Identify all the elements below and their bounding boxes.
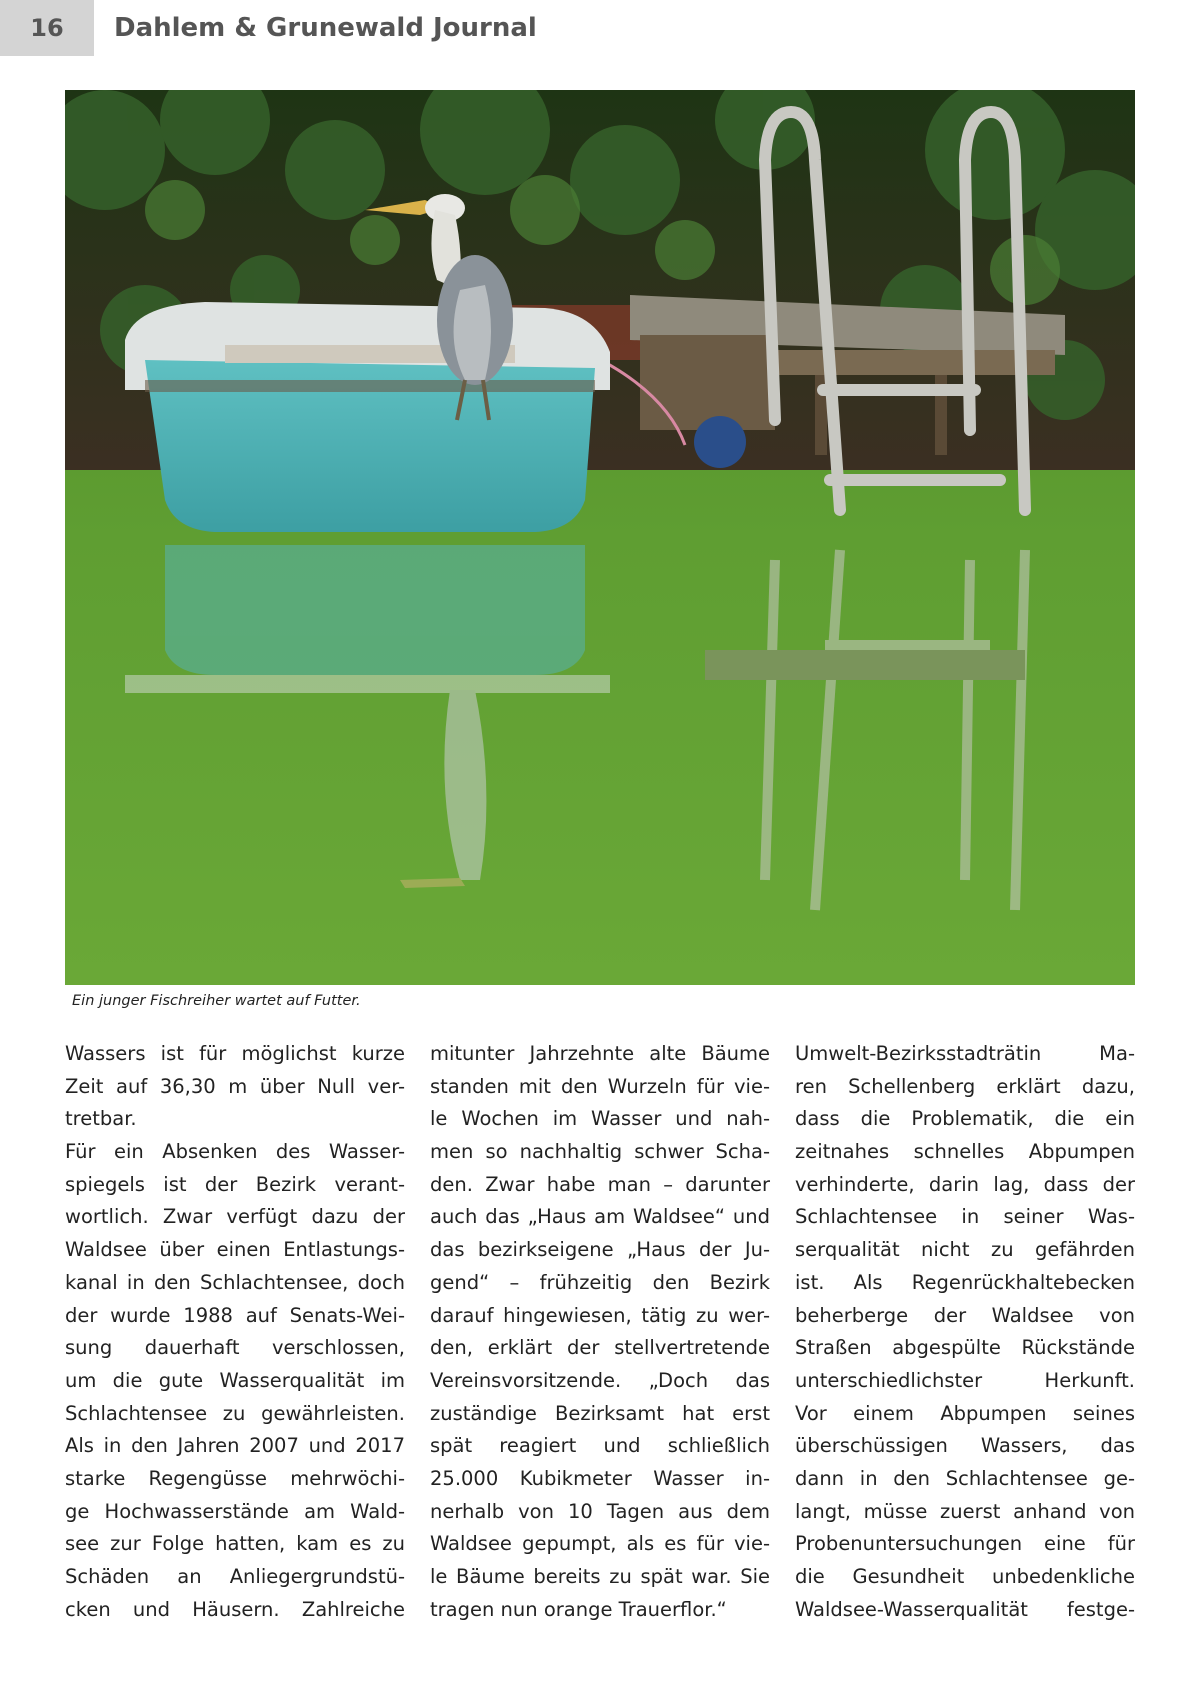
heron-boat-photo xyxy=(65,90,1135,985)
article-line: das bezirkseigene „Haus der Ju- xyxy=(430,1238,770,1262)
buoy xyxy=(694,416,746,468)
article-line: Waldsee-Wasserqualität festge- xyxy=(795,1597,1135,1621)
article-line: unterschiedlichster Herkunft. xyxy=(795,1368,1135,1392)
article-line: see zur Folge hatten, kam es zu xyxy=(65,1532,405,1556)
article-line: Für ein Absenken des Wasser- xyxy=(65,1140,405,1164)
article-line: den. Zwar habe man – darunter xyxy=(430,1172,770,1196)
article-line: den, erklärt der stellvertretende xyxy=(430,1336,770,1360)
article-line: Vor einem Abpumpen seines xyxy=(795,1401,1135,1425)
article-line: verhinderte, darin lag, dass der xyxy=(795,1172,1135,1196)
photo-caption: Ein junger Fischreiher wartet auf Futter. xyxy=(72,993,361,1009)
article-line: le Wochen im Wasser und nah- xyxy=(430,1107,770,1131)
article-line: um die gute Wasserqualität im xyxy=(65,1368,405,1392)
article-line: nerhalb von 10 Tagen aus dem xyxy=(430,1499,770,1523)
article-line: mitunter Jahrzehnte alte Bäume xyxy=(430,1042,770,1065)
article-column-2 xyxy=(430,1038,770,1626)
journal-title: Dahlem & Grunewald Journal xyxy=(114,13,537,43)
article-line: Umwelt-Bezirksstadträtin Ma- xyxy=(795,1042,1135,1065)
article-line: kanal in den Schlachtensee, doch xyxy=(65,1270,405,1294)
article-line: wortlich. Zwar verfügt dazu der xyxy=(65,1205,405,1229)
article-line: Vereinsvorsitzende. „Doch das xyxy=(430,1368,770,1392)
article-line: cken und Häusern. Zahlreiche xyxy=(65,1597,405,1621)
article-line: zuständige Bezirksamt hat erst xyxy=(430,1401,770,1425)
article-column-1 xyxy=(65,1038,405,1626)
article-line: Schäden an Anliegergrundstü- xyxy=(65,1565,405,1588)
article-line: Schlachtensee zu gewährleisten. xyxy=(65,1401,405,1425)
article-line: zeitnahes schnelles Abpumpen xyxy=(795,1140,1135,1164)
article-line: standen mit den Wurzeln für vie- xyxy=(430,1074,770,1098)
article-column-3 xyxy=(795,1038,1135,1626)
article-line: tragen nun orange Trauerflor.“ xyxy=(430,1597,727,1621)
article-line: le Bäume bereits zu spät war. Sie xyxy=(430,1565,770,1588)
article-line: auch das „Haus am Waldsee“ und xyxy=(430,1205,770,1229)
article-line: ge Hochwasserstände am Wald- xyxy=(65,1499,405,1523)
article-line: ist. Als Regenrückhaltebecken xyxy=(795,1270,1135,1294)
article-line: beherberge der Waldsee von xyxy=(795,1303,1135,1327)
article-line: sung dauerhaft verschlossen, xyxy=(65,1336,405,1360)
article-line: Straßen abgespülte Rückstände xyxy=(795,1336,1135,1360)
article-line: starke Regengüsse mehrwöchi- xyxy=(65,1466,405,1490)
article-line: Probenuntersuchungen eine für xyxy=(795,1532,1135,1556)
article-line: die Gesundheit unbedenkliche xyxy=(795,1565,1135,1588)
article-line: gend“ – frühzeitig den Bezirk xyxy=(430,1270,770,1294)
article-line: langt, müsse zuerst anhand von xyxy=(795,1499,1135,1523)
article-line: Zeit auf 36,30 m über Null ver- xyxy=(65,1074,405,1098)
article-line: überschüssigen Wassers, das xyxy=(795,1434,1135,1458)
page-number: 16 xyxy=(0,0,94,56)
article-line: spät reagiert und schließlich xyxy=(430,1434,770,1458)
article-line: Als in den Jahren 2007 und 2017 xyxy=(65,1434,405,1458)
article-line: Waldsee über einen Entlastungs- xyxy=(65,1238,405,1262)
article-line: der wurde 1988 auf Senats-Wei- xyxy=(65,1303,405,1327)
article-line: Waldsee gepumpt, als es für vie- xyxy=(430,1532,770,1556)
article-line: darauf hingewiesen, tätig zu wer- xyxy=(430,1303,770,1327)
article-line: Wassers ist für möglichst kurze xyxy=(65,1042,405,1065)
article-line: serqualität nicht zu gefährden xyxy=(795,1238,1135,1262)
article-line: 25.000 Kubikmeter Wasser in- xyxy=(430,1466,770,1490)
article-line: Schlachtensee in seiner Was- xyxy=(795,1205,1135,1229)
article-line: men so nachhaltig schwer Scha- xyxy=(430,1140,770,1164)
article-line: spiegels ist der Bezirk verant- xyxy=(65,1172,405,1196)
article-line: dann in den Schlachtensee ge- xyxy=(795,1466,1135,1490)
article-line: ren Schellenberg erklärt dazu, xyxy=(795,1074,1135,1098)
article-line: dass die Problematik, die ein xyxy=(795,1107,1135,1131)
rowing-boat xyxy=(125,302,610,532)
article-line: tretbar. xyxy=(65,1107,137,1131)
